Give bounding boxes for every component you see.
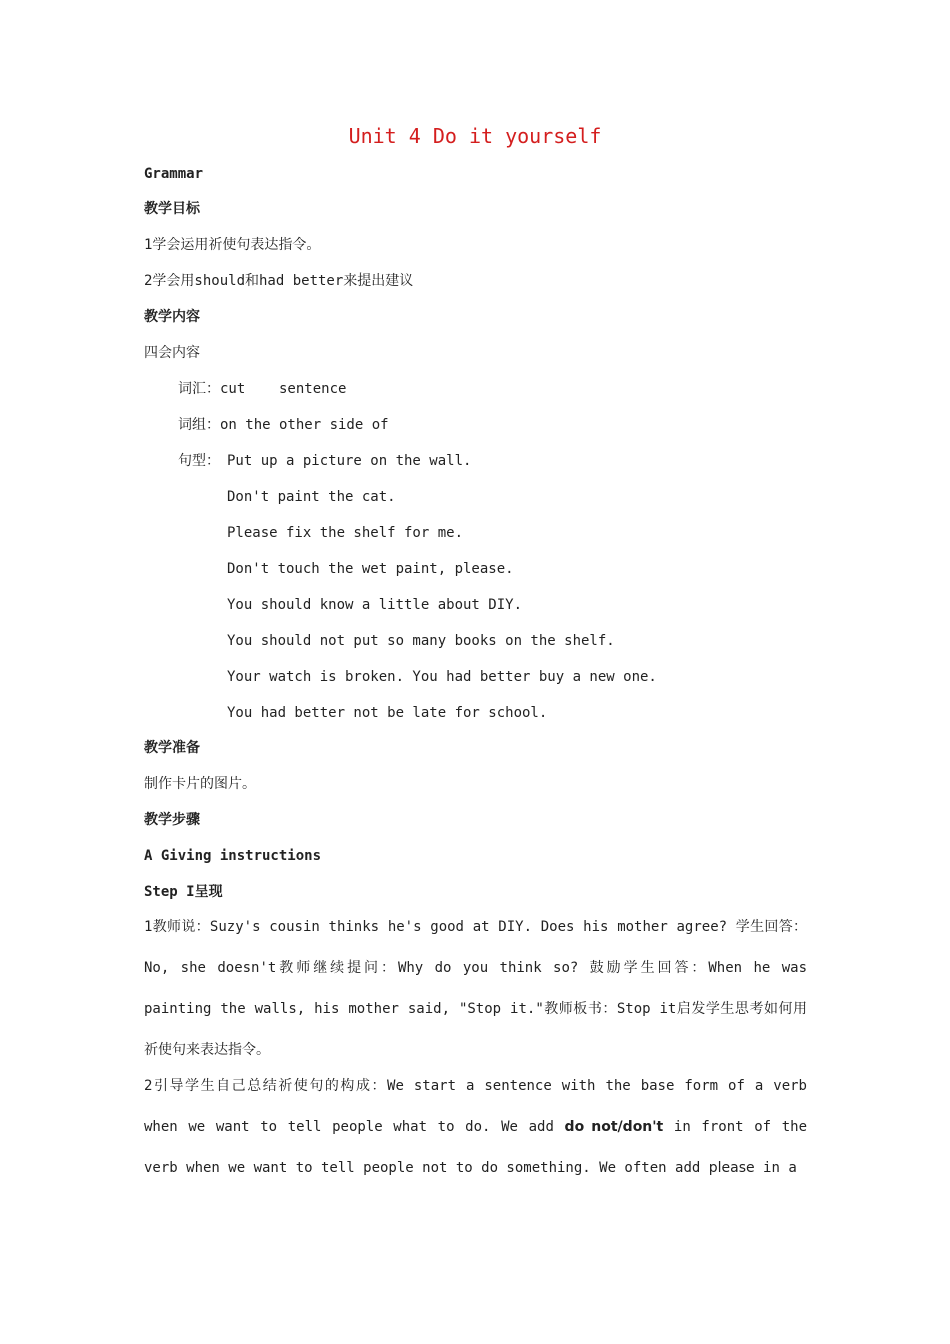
content-heading: 教学内容 <box>144 309 200 325</box>
objective-item: 1学会运用祈使句表达指令。 <box>144 237 321 253</box>
pattern-sentence: Please fix the shelf for me. <box>227 525 464 541</box>
paragraph-1: 1教师说：Suzy's cousin thinks he's good at DIY. Does his mother agree? 学生回答：No, she doesn't教师继续提问：Why do you think so? 鼓励学生回答：When he was painting the walls, his mother said, "Stop it."教师板书：Stop it启发学生思考如何用祈使句来表达指令。 <box>144 919 807 1058</box>
phrase-line: 词组：on the other side of <box>178 417 389 433</box>
paragraph-2-text: in a <box>754 1160 797 1176</box>
paragraph-2-text: in front of the verb when we want to tell people not to do something. We often add <box>144 1119 807 1176</box>
prep-text: 制作卡片的图片。 <box>144 776 256 792</box>
pattern-sentence: Don't paint the cat. <box>227 489 396 505</box>
grammar-label: Grammar <box>144 166 204 182</box>
objectives-heading: 教学目标 <box>144 201 200 217</box>
pattern-sentence: Put up a picture on the wall. <box>227 453 472 469</box>
keyword-do-not: do not/don't <box>564 1119 664 1135</box>
pattern-sentence: You should know a little about DIY. <box>227 597 523 613</box>
paragraph-2 <box>144 1066 807 1189</box>
steps-heading: 教学步骤 <box>144 812 200 828</box>
pattern-sentence: You had better not be late for school. <box>227 705 548 721</box>
prep-heading: 教学准备 <box>144 740 200 756</box>
objective-item: 2学会用should和had better来提出建议 <box>144 273 414 289</box>
keyword-please: please <box>708 1160 755 1176</box>
document-title: Unit 4 Do it yourself <box>348 124 602 148</box>
vocab-line: 词汇：cut sentence <box>178 381 347 397</box>
section-heading: A Giving instructions <box>144 848 322 864</box>
paragraph-2-text: 2引导学生自己总结祈使句的构成：We start a sentence with the base form of a verb when we want to tell people what to do. We add <box>144 1078 807 1135</box>
pattern-sentence: You should not put so many books on the shelf. <box>227 633 615 649</box>
pattern-sentence: Don't touch the wet paint, please. <box>227 561 514 577</box>
content-sub: 四会内容 <box>144 345 200 361</box>
step-heading: Step I呈现 <box>144 884 223 900</box>
pattern-sentence: Your watch is broken. You had better buy a new one. <box>227 669 657 685</box>
pattern-label: 句型： <box>178 453 220 469</box>
